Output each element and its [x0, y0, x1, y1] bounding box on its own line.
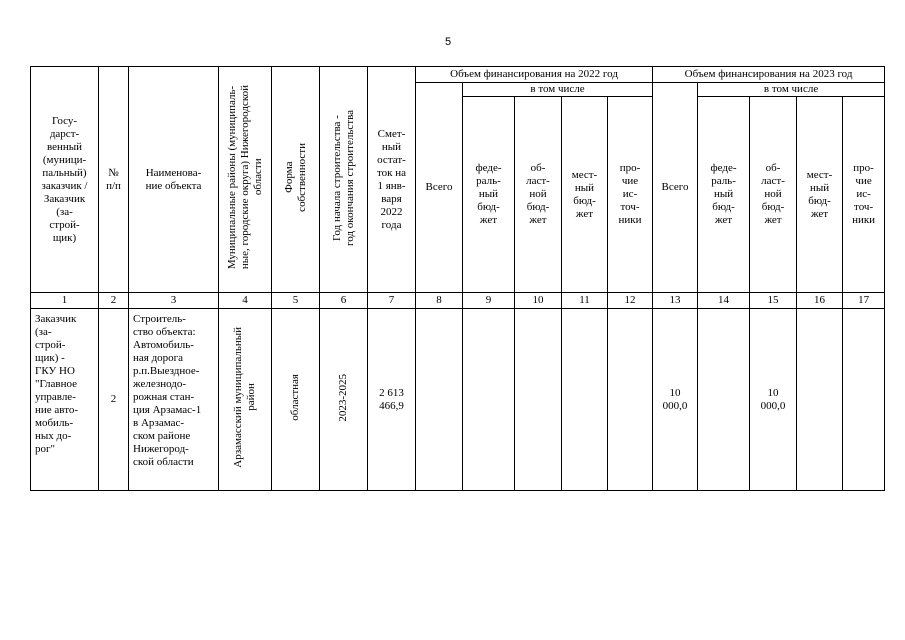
cell-balance: 2 613 466,9 [368, 309, 416, 491]
cell-federal-2023 [698, 309, 750, 491]
column-number-row [31, 293, 885, 309]
header-balance: Смет- ный остат- ток на 1 янв- варя 2022 года [368, 67, 416, 293]
header-name: Наименова- ние объекта [129, 67, 219, 293]
cell-federal-2022 [463, 309, 515, 491]
column-number: 2 [99, 293, 129, 309]
column-number: 5 [272, 293, 320, 309]
table-row [31, 309, 885, 491]
cell-regional-2022 [515, 309, 562, 491]
cell-total-2023: 10 000,0 [653, 309, 698, 491]
cell-customer: Заказчик (за- строй- щик) - ГКУ НО "Главное управле- ние авто- мобиль- ных до- рог" [31, 309, 99, 491]
financing-table [30, 66, 885, 491]
column-number: 8 [416, 293, 463, 309]
column-number: 10 [515, 293, 562, 309]
column-number: 14 [698, 293, 750, 309]
column-number: 6 [320, 293, 368, 309]
header-federal-2023: федe- раль- ный бюд- жет [698, 97, 750, 293]
column-number: 11 [562, 293, 608, 309]
column-number: 16 [797, 293, 843, 309]
page-number: 5 [445, 36, 452, 48]
column-number: 3 [129, 293, 219, 309]
header-customer: Госу- дарст- венный (муници- пальный) заказчик / Заказчик (за- строй- щик) [31, 67, 99, 293]
cell-ownership: областная [272, 309, 320, 491]
column-number: 7 [368, 293, 416, 309]
cell-regional-2023: 10 000,0 [750, 309, 797, 491]
cell-total-2022 [416, 309, 463, 491]
column-number: 4 [219, 293, 272, 309]
cell-local-2023 [797, 309, 843, 491]
header-local-2023: мест- ный бюд- жет [797, 97, 843, 293]
cell-local-2022 [562, 309, 608, 491]
header-num: № п/п [99, 67, 129, 293]
header-regional-2023: об- ласт- ной бюд- жет [750, 97, 797, 293]
header-other-2022: про- чие ис- точ- ники [608, 97, 653, 293]
header-financing-2022: Объем финансирования на 2022 год [416, 67, 653, 83]
column-number: 1 [31, 293, 99, 309]
header-total-2022: Всего [416, 83, 463, 293]
header-federal-2022: федe- раль- ный бюд- жет [463, 97, 515, 293]
cell-object-name: Строитель- ство объекта: Автомобиль- ная дорога р.п.Выездное- железнодо- рожная стан- ция Арзамас-1 в Арзамас- ском районе Нижегород- ской области [129, 309, 219, 491]
cell-num: 2 [99, 309, 129, 491]
header-total-2023: Всего [653, 83, 698, 293]
header-regional-2022: об- ласт- ной бюд- жет [515, 97, 562, 293]
header-local-2022: мест- ный бюд- жет [562, 97, 608, 293]
header-ownership: Форма собственности [272, 67, 320, 293]
header-years: Год начала строительства - год окончания строительства [320, 67, 368, 293]
column-number: 12 [608, 293, 653, 309]
header-other-2023: про- чие ис- точ- ники [843, 97, 885, 293]
cell-district: Арзамасский муниципальный район [219, 309, 272, 491]
column-number: 15 [750, 293, 797, 309]
cell-years: 2023-2025 [320, 309, 368, 491]
header-financing-2023: Объем финансирования на 2023 год [653, 67, 885, 83]
header-including-2022: в том числе [463, 83, 653, 97]
header-including-2023: в том числе [698, 83, 885, 97]
column-number: 17 [843, 293, 885, 309]
column-number: 9 [463, 293, 515, 309]
cell-other-2023 [843, 309, 885, 491]
cell-other-2022 [608, 309, 653, 491]
column-number: 13 [653, 293, 698, 309]
header-districts: Муниципальные районы (муниципаль- ные, городские округа) Нижегородской области [219, 67, 272, 293]
